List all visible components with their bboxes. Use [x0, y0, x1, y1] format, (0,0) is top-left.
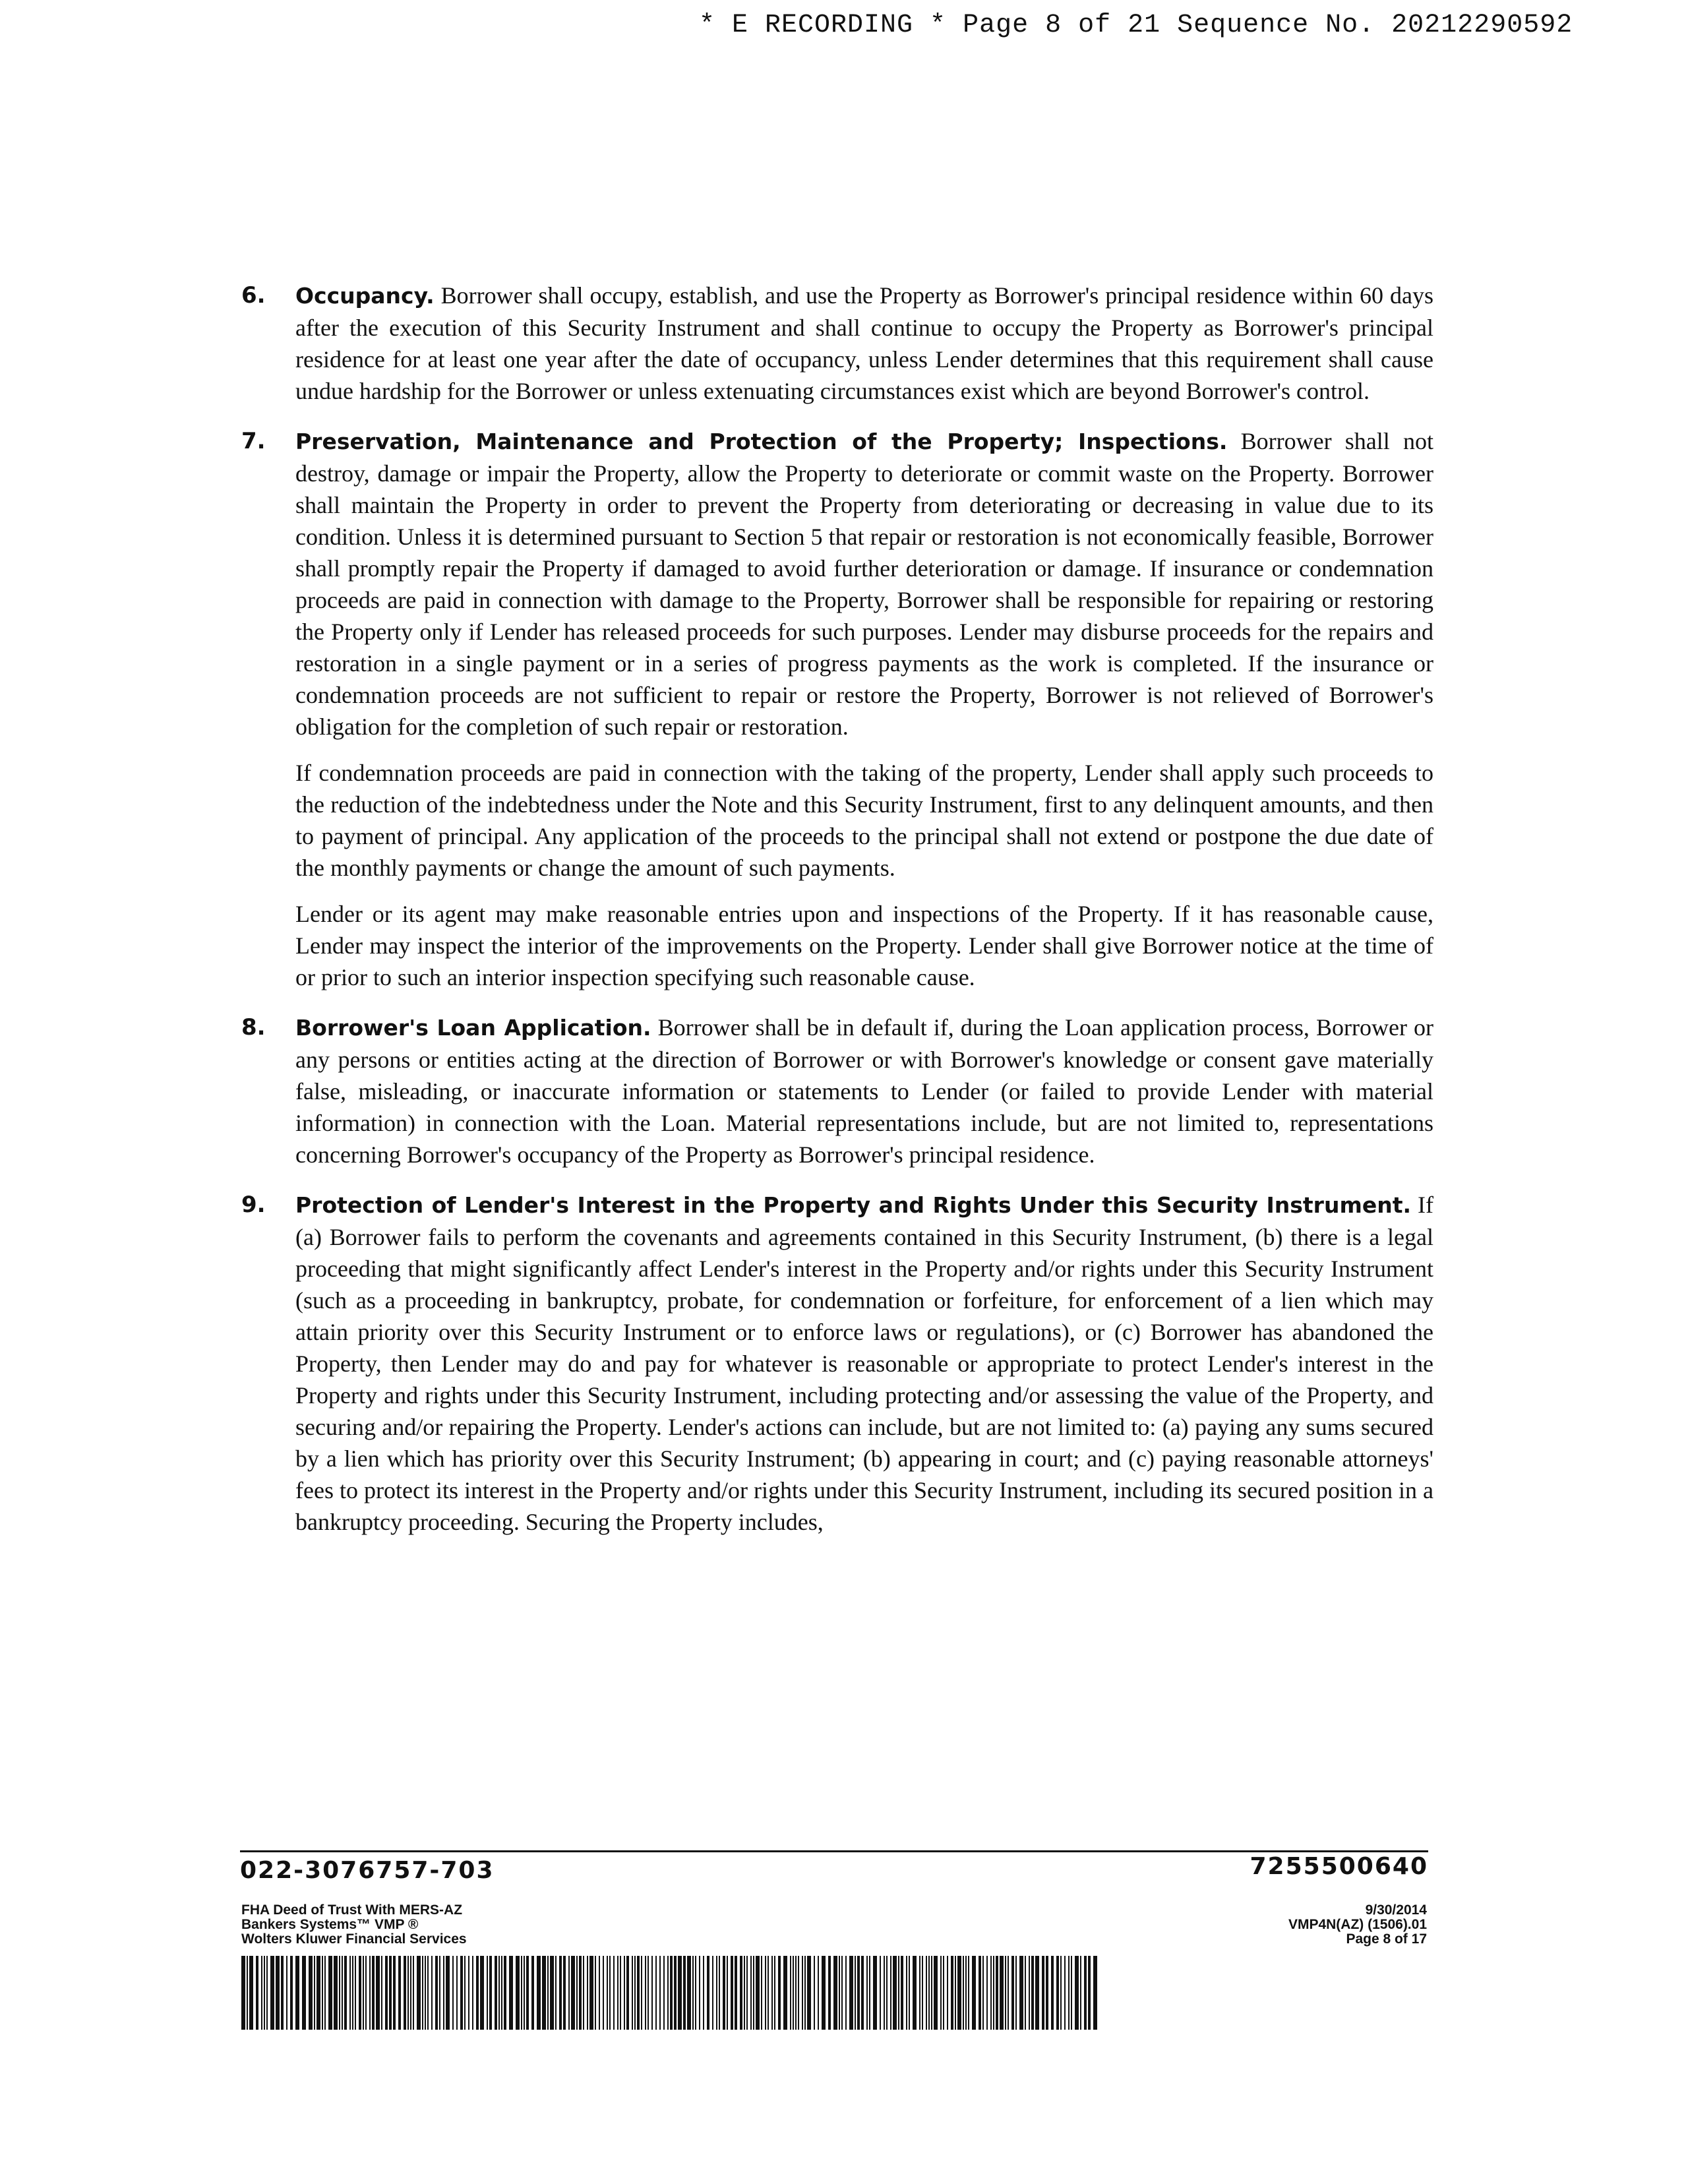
barcode-bar: [940, 1956, 942, 2030]
barcode-bar: [555, 1956, 557, 2030]
barcode-bar: [951, 1956, 953, 2030]
barcode-bar: [655, 1956, 657, 2030]
barcode-bar: [750, 1956, 752, 2030]
barcode-bar: [963, 1956, 964, 2030]
section-text: Borrower shall not destroy, damage or impair the Property, allow the Property to deteriorate or commit waste on the Property. Borrower shall maintain the Property in order to prevent the Property from deteriorating or decreasing in value due to its condition. Unless it is determined pursuant to Section 5 that repair or restoration is not economically feasible, Borrower shall promptly repair the Property if damaged to avoid further deterioration or damage. If insurance or condemnation proceeds are paid in connection with damage to the Property, Borrower shall be responsible for repairing or restoring the Property only if Lender has released proceeds for such purposes. Lender may disburse proceeds for the repairs and restoration in a single payment or in a series of progress payments as the work is completed. If the insurance or condemnation proceeds are not sufficient to repair or restore the Property, Borrower is not relieved of Borrower's obligation for the completion of such repair or restoration.: [295, 428, 1433, 740]
barcode-bar: [607, 1956, 608, 2030]
barcode-bar: [472, 1956, 473, 2030]
section-9-protection: [227, 1189, 1433, 1538]
barcode-bar: [866, 1956, 868, 2030]
barcode-bar: [1031, 1956, 1034, 2030]
barcode-bar: [778, 1956, 781, 2030]
barcode-bar: [363, 1956, 364, 2030]
barcode-bar: [295, 1956, 299, 2030]
barcode-bar: [521, 1956, 522, 2030]
barcode-bar: [841, 1956, 843, 2030]
section-6-occupancy: [227, 280, 1433, 407]
barcode-bar: [634, 1956, 636, 2030]
barcode-bar: [464, 1956, 466, 2030]
barcode-bar: [286, 1956, 287, 2030]
barcode-bar: [422, 1956, 423, 2030]
section-paragraph: If condemnation proceeds are paid in connection with the taking of the property, Lender shall apply such proceeds to the reduction of the indebtedness under the Note and this Security Instrument, first to any delinquent amounts, and then to payment of principal. Any application of the proceeds to the principal shall not extend or postpone the due date of the monthly payments or change the amount of such payments.: [295, 760, 1433, 881]
barcode-bar: [637, 1956, 640, 2030]
barcode-bar: [568, 1956, 570, 2030]
barcode-bar: [404, 1956, 406, 2030]
section-number: 7.: [241, 428, 266, 454]
barcode-bar: [427, 1956, 429, 2030]
barcode-bar: [595, 1956, 596, 2030]
barcode-bar: [648, 1956, 649, 2030]
barcode-bar: [576, 1956, 578, 2030]
barcode-bar: [735, 1956, 737, 2030]
barcode-bar: [355, 1956, 356, 2030]
barcode-bar: [1051, 1956, 1054, 2030]
barcode-bar: [322, 1956, 323, 2030]
barcode-bar: [919, 1956, 920, 2030]
barcode-bar: [857, 1956, 860, 2030]
barcode-bar: [790, 1956, 791, 2030]
barcode-bar: [699, 1956, 700, 2030]
barcode-bar: [270, 1956, 274, 2030]
barcode-bar: [439, 1956, 440, 2030]
barcode-bar: [922, 1956, 923, 2030]
barcode-bar: [753, 1956, 754, 2030]
section-paragraph: [295, 1012, 1433, 1170]
barcode-bar: [1011, 1956, 1014, 2030]
section-7-preservation: [227, 425, 1433, 993]
barcode-bar: [731, 1956, 733, 2030]
barcode-bar: [344, 1956, 347, 2030]
barcode-bar: [1093, 1956, 1097, 2030]
barcode-bar: [547, 1956, 549, 2030]
barcode-bar: [626, 1956, 629, 2030]
barcode-bar: [316, 1956, 320, 2030]
barcode-bar: [531, 1956, 534, 2030]
barcode-bar: [328, 1956, 332, 2030]
section-heading: Occupancy.: [295, 283, 435, 309]
barcode-bar: [256, 1956, 258, 2030]
barcode-bar: [645, 1956, 646, 2030]
barcode-bar: [342, 1956, 343, 2030]
barcode-bar: [247, 1956, 248, 2030]
barcode-bar: [890, 1956, 891, 2030]
barcode-bar: [880, 1956, 881, 2030]
barcode-bar: [435, 1956, 438, 2030]
barcode-bar: [683, 1956, 686, 2030]
barcode-bar: [563, 1956, 566, 2030]
section-number: 9.: [241, 1192, 266, 1218]
barcode-bar: [982, 1956, 984, 2030]
barcode-bar: [845, 1956, 847, 2030]
section-number: 6.: [241, 282, 266, 309]
barcode-bar: [793, 1956, 794, 2030]
barcode-bar: [417, 1956, 421, 2030]
form-info: [241, 1903, 467, 1947]
barcode-bar: [986, 1956, 988, 2030]
barcode-bar: [431, 1956, 433, 2030]
form-date: 9/30/2014: [1365, 1902, 1427, 1918]
barcode-bar: [261, 1956, 262, 2030]
loan-number: 022-3076757-703: [240, 1857, 495, 1884]
recording-header: * E RECORDING * Page 8 of 21 Sequence No. 20212290592: [699, 11, 1573, 40]
barcode-bar: [468, 1956, 469, 2030]
barcode-bar: [349, 1956, 351, 2030]
barcode-bar: [452, 1956, 454, 2030]
barcode-bar: [957, 1956, 961, 2030]
barcode-bar: [719, 1956, 720, 2030]
barcode-bar: [460, 1956, 463, 2030]
barcode-bar: [495, 1956, 497, 2030]
barcode-bar: [833, 1956, 837, 2030]
barcode-bar: [446, 1956, 450, 2030]
barcode-bar: [814, 1956, 815, 2030]
barcode-bar: [712, 1956, 713, 2030]
barcode-bar: [1005, 1956, 1006, 2030]
section-paragraph: [295, 1189, 1433, 1538]
barcode-bar: [913, 1956, 917, 2030]
barcode-bar: [828, 1956, 831, 2030]
barcode-bar: [802, 1956, 803, 2030]
barcode-bar: [996, 1956, 998, 2030]
barcode-bar: [550, 1956, 554, 2030]
barcode-bar: [1025, 1956, 1026, 2030]
barcode-bar: [947, 1956, 948, 2030]
barcode-bar: [761, 1956, 762, 2030]
barcode-bar: [934, 1956, 938, 2030]
barcode-bar: [906, 1956, 907, 2030]
barcode-bar: [583, 1956, 584, 2030]
barcode-bar: [516, 1956, 520, 2030]
barcode-bar: [926, 1956, 927, 2030]
document-number: 7255500640: [1250, 1853, 1428, 1880]
section-paragraph: [295, 280, 1433, 407]
barcode-bar: [413, 1956, 414, 2030]
barcode-bar: [587, 1956, 588, 2030]
barcode-bar: [727, 1956, 728, 2030]
barcode: [241, 1956, 1099, 2030]
barcode-bar: [524, 1956, 525, 2030]
publisher-name: Wolters Kluwer Financial Services: [241, 1931, 467, 1947]
barcode-bar: [425, 1956, 426, 2030]
barcode-bar: [1071, 1956, 1072, 2030]
barcode-bar: [1088, 1956, 1091, 2030]
barcode-bar: [620, 1956, 621, 2030]
barcode-bar: [659, 1956, 661, 2030]
barcode-bar: [744, 1956, 745, 2030]
barcode-bar: [579, 1956, 582, 2030]
barcode-bar: [365, 1956, 367, 2030]
barcode-bar: [1029, 1956, 1030, 2030]
barcode-bar: [771, 1956, 773, 2030]
barcode-bar: [1046, 1956, 1048, 2030]
barcode-bar: [290, 1956, 293, 2030]
section-paragraph: Lender or its agent may make reasonable entries upon and inspections of the Property. If it has reasonable cause, Lender may inspect the interior of the improvements on the Property. Lender shall give Borrower notice at the time of or prior to such an interior inspection specifying such reasonable cause.: [295, 901, 1433, 990]
barcode-bar: [302, 1956, 306, 2030]
barcode-bar: [1008, 1956, 1009, 2030]
barcode-bar: [807, 1956, 811, 2030]
barcode-bar: [674, 1956, 677, 2030]
barcode-bar: [943, 1956, 944, 2030]
barcode-bar: [381, 1956, 382, 2030]
barcode-bar: [1064, 1956, 1066, 2030]
barcode-bar: [537, 1956, 541, 2030]
barcode-bar: [542, 1956, 546, 2030]
barcode-bar: [798, 1956, 799, 2030]
barcode-bar: [480, 1956, 484, 2030]
barcode-bar: [632, 1956, 633, 2030]
barcode-bar: [613, 1956, 615, 2030]
barcode-bar: [663, 1956, 665, 2030]
barcode-bar: [873, 1956, 877, 2030]
barcode-bar: [334, 1956, 338, 2030]
form-name: FHA Deed of Trust With MERS-AZ: [241, 1902, 463, 1918]
section-paragraph: [295, 425, 1433, 743]
barcode-bar: [1075, 1956, 1079, 2030]
section-heading: Borrower's Loan Application.: [295, 1015, 651, 1041]
barcode-bar: [372, 1956, 375, 2030]
barcode-bar: [498, 1956, 500, 2030]
barcode-bar: [979, 1956, 981, 2030]
barcode-bar: [746, 1956, 748, 2030]
barcode-bar: [266, 1956, 268, 2030]
barcode-bar: [965, 1956, 967, 2030]
section-text: Borrower shall be in default if, during the Loan application process, Borrower or any persons or entities acting at the direction of Borrower or with Borrower's knowledge or consent gave materially false, misleading, or inaccurate information or statements to Lender (or failed to provide Lender with material information) in connection with the Loan. Material representations include, but are not limited to, representations concerning Borrower's occupancy of the Property as Borrower's principal residence.: [295, 1014, 1433, 1168]
barcode-bar: [281, 1956, 284, 2030]
barcode-bar: [309, 1956, 313, 2030]
barcode-bar: [928, 1956, 930, 2030]
barcode-bar: [1060, 1956, 1062, 2030]
barcode-bar: [456, 1956, 458, 2030]
barcode-bar: [352, 1956, 353, 2030]
barcode-bar: [509, 1956, 513, 2030]
form-code: VMP4N(AZ) (1506).01: [1288, 1917, 1427, 1932]
barcode-bar: [687, 1956, 691, 2030]
barcode-bar: [695, 1956, 696, 2030]
barcode-bar: [667, 1956, 669, 2030]
barcode-bar: [603, 1956, 604, 2030]
barcode-bar: [489, 1956, 492, 2030]
section-text: If (a) Borrower fails to perform the covenants and agreements contained in this Security Instrument, (b) there is a legal proceeding that might significantly affect Lender's interest in the Property and/or rights under this Security Instrument (such as a proceeding in bankruptcy, probate, for condemnation or forfeiture, for enforcement of a lien which may attain priority over this Security Instrument or to enforce laws or regulations), or (c) Borrower has abandoned the Property, then Lender may do and pay for whatever is reasonable or appropriate to protect Lender's interest in the Property and rights under this Security Instrument, including protecting and/or assessing the value of the Property, and securing and/or repairing the Property. Lender's actions can include, but are not limited to: (a) paying any sums secured by a lien which has priority over this Security Instrument; (b) appearing in court; and (c) paying reasonable attorneys' fees to protect its interest in the Property and/or rights under this Security Instrument, including its secured position in a bankruptcy proceeding. Securing the Property includes,: [295, 1192, 1433, 1535]
barcode-bar: [398, 1956, 401, 2030]
barcode-bar: [703, 1956, 704, 2030]
barcode-bar: [264, 1956, 265, 2030]
section-text: Borrower shall occupy, establish, and use the Property as Borrower's principal residence within 60 days after the execution of this Security Instrument and shall continue to occupy the Property as Borrower's principal residence for at least one year after the date of occupancy, unless Lender determines that this requirement shall cause undue hardship for the Borrower or unless extenuating circumstances exist which are beyond Borrower's control.: [295, 282, 1433, 404]
section-number: 8.: [241, 1014, 266, 1041]
barcode-bar: [1000, 1956, 1004, 2030]
section-heading: Preservation, Maintenance and Protection of the Property; Inspections.: [295, 429, 1228, 454]
barcode-bar: [501, 1956, 502, 2030]
barcode-bar: [774, 1956, 775, 2030]
barcode-bar: [559, 1956, 562, 2030]
barcode-bar: [389, 1956, 392, 2030]
barcode-bar: [393, 1956, 396, 2030]
barcode-bar: [624, 1956, 625, 2030]
barcode-bar: [909, 1956, 910, 2030]
barcode-bar: [1068, 1956, 1070, 2030]
barcode-bar: [241, 1956, 245, 2030]
barcode-bar: [707, 1956, 709, 2030]
vendor-name: Bankers Systems™ VMP ®: [241, 1917, 419, 1932]
barcode-bar: [410, 1956, 411, 2030]
document-body: [227, 280, 1433, 1556]
barcode-bar: [385, 1956, 388, 2030]
barcode-bar: [1042, 1956, 1044, 2030]
barcode-bar: [893, 1956, 897, 2030]
barcode-bar: [249, 1956, 253, 2030]
barcode-bar: [324, 1956, 326, 2030]
barcode-bar: [1084, 1956, 1087, 2030]
section-heading: Protection of Lender's Interest in the Property and Rights Under this Security Instrument.: [295, 1192, 1412, 1218]
barcode-bar: [972, 1956, 976, 2030]
barcode-bar: [783, 1956, 787, 2030]
barcode-bar: [599, 1956, 600, 2030]
barcode-bar: [504, 1956, 506, 2030]
barcode-bar: [369, 1956, 371, 2030]
barcode-bar: [993, 1956, 994, 2030]
barcode-bar: [376, 1956, 380, 2030]
barcode-bar: [855, 1956, 856, 2030]
barcode-bar: [651, 1956, 653, 2030]
barcode-bar: [678, 1956, 682, 2030]
barcode-bar: [1015, 1956, 1017, 2030]
barcode-bar: [1056, 1956, 1059, 2030]
barcode-bar: [476, 1956, 479, 2030]
footer-divider: [240, 1850, 1428, 1852]
barcode-bar: [756, 1956, 760, 2030]
barcode-bar: [869, 1956, 870, 2030]
barcode-bar: [886, 1956, 888, 2030]
barcode-bar: [407, 1956, 409, 2030]
barcode-bar: [526, 1956, 529, 2030]
barcode-bar: [571, 1956, 575, 2030]
barcode-bar: [670, 1956, 673, 2030]
barcode-bar: [861, 1956, 864, 2030]
barcode-bar: [849, 1956, 853, 2030]
barcode-bar: [692, 1956, 694, 2030]
barcode-bar: [314, 1956, 315, 2030]
barcode-bar: [609, 1956, 611, 2030]
barcode-bar: [339, 1956, 340, 2030]
barcode-bar: [822, 1956, 826, 2030]
barcode-bar: [723, 1956, 725, 2030]
barcode-bar: [818, 1956, 819, 2030]
form-meta: [1288, 1903, 1427, 1947]
barcode-bar: [359, 1956, 361, 2030]
section-8-loan-application: [227, 1012, 1433, 1170]
form-page: Page 8 of 17: [1346, 1931, 1427, 1947]
barcode-bar: [901, 1956, 903, 2030]
barcode-bar: [1035, 1956, 1039, 2030]
barcode-bar: [589, 1956, 593, 2030]
barcode-bar: [931, 1956, 932, 2030]
barcode-bar: [898, 1956, 899, 2030]
barcode-bar: [617, 1956, 618, 2030]
barcode-bar: [768, 1956, 769, 2030]
barcode-bar: [487, 1956, 488, 2030]
barcode-bar: [276, 1956, 280, 2030]
barcode-bar: [955, 1956, 956, 2030]
barcode-bar: [804, 1956, 806, 2030]
barcode-bar: [716, 1956, 717, 2030]
barcode-bar: [990, 1956, 992, 2030]
barcode-bar: [1019, 1956, 1023, 2030]
barcode-bar: [839, 1956, 840, 2030]
barcode-bar: [1080, 1956, 1081, 2030]
barcode-bar: [641, 1956, 642, 2030]
barcode-bar: [765, 1956, 766, 2030]
barcode-bar: [884, 1956, 885, 2030]
barcode-bar: [740, 1956, 742, 2030]
barcode-bar: [968, 1956, 969, 2030]
barcode-bar: [795, 1956, 797, 2030]
barcode-bar: [443, 1956, 444, 2030]
